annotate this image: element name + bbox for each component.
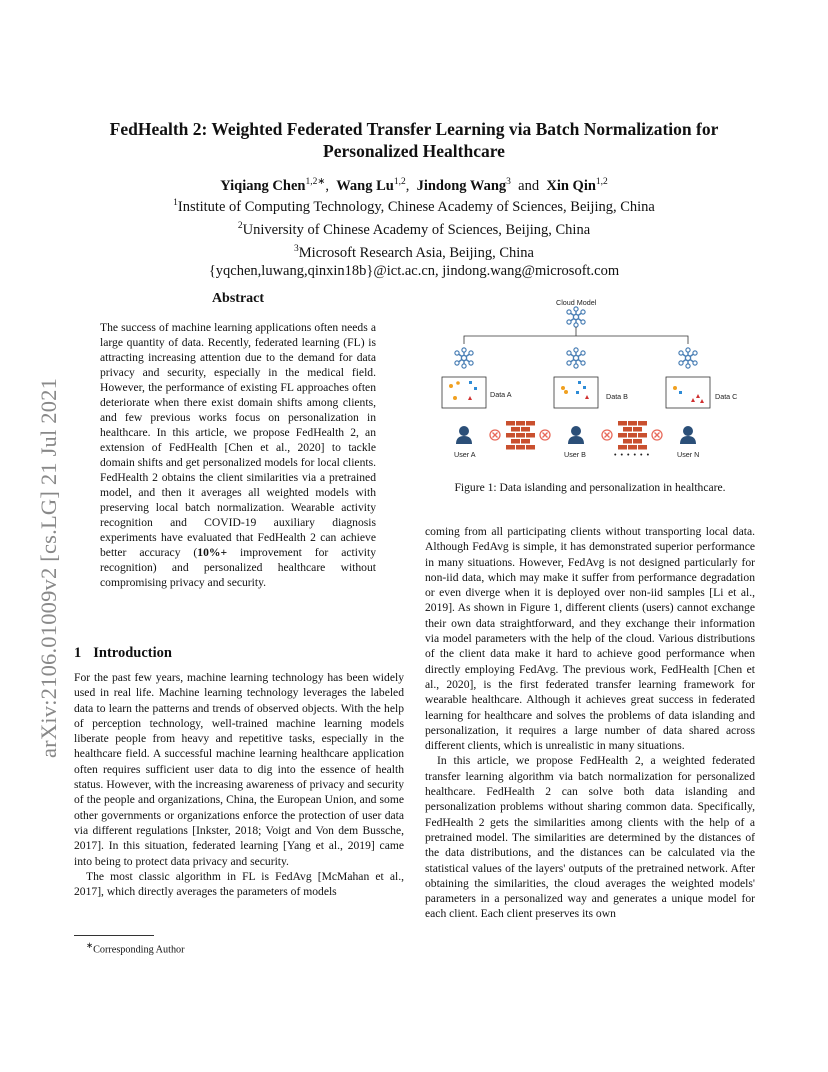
right-column-body [425, 524, 755, 922]
figure-diagram [425, 292, 755, 467]
author-affil-mark: 1,2∗ [305, 177, 326, 187]
user-icon [456, 426, 472, 444]
paragraph: For the past few years, machine learning technology has been widely used in real life. Machine learning technology leverages the labeled data to learn the patterns and trends of observed objects. With the help of perception technology, well-trained machine learning models liberate people from heavy and repetitive tasks, especially in the healthcare field. A successful machine learning healthcare application often requires sufficient user data to dig into the essence of health status. However, with the increasing awareness of privacy and security of the people and organizations, China, the European Union, and some other governments or organizations enforce the protection of user data via different regulations [Inkster, 2018; Voigt and Von dem Bussche, 2017]. In this situation, federated learning [Yang et al., 2019] came into being to protect data privacy and security. [74, 671, 404, 868]
cloud-model-label: Cloud Model [556, 298, 597, 307]
author-separator: , [325, 177, 329, 194]
footnote-text: Corresponding Author [93, 944, 185, 956]
data-label: Data C [715, 392, 738, 401]
arxiv-sidebar [16, 298, 61, 758]
section-number: 1 [74, 645, 82, 661]
affil-text: Institute of Computing Technology, Chinese Academy of Sciences, Beijing, China [177, 198, 655, 215]
paragraph: The most classic algorithm in FL is FedAvg [McMahan et al., 2017], which directly averages the parameters of models [74, 869, 404, 899]
title-line-1: FedHealth 2: Weighted Federated Transfer Learning via Batch Normalization for [109, 119, 719, 139]
author-emails: {yqchen,luwang,qinxin18b}@ict.ac.cn, jindong.wang@microsoft.com [208, 263, 620, 280]
author-affil-mark: 3 [506, 177, 511, 187]
author-affil-mark: 1,2 [393, 177, 406, 187]
paragraph: In this article, we propose FedHealth 2, a weighted federated transfer learning algorithm via batch normalization for personalized healthcare. FedHealth 2 can solve both data islanding and personalization problems without sharing common data. Specifically, FedHealth 2 gets the similarities among clients with the help of a pretrained model. The similarities are determined by the distances of the data distributions, and the distances can be calculated via the statistical values of the layers' outputs of the pretrained network. After obtaining the similarities, the cloud averages the weighted models' parameters in a personalized way and generates a unique model for each client. Each client preserves its own [425, 754, 755, 921]
abstract-bold: 10%+ [197, 546, 228, 559]
affiliations [60, 194, 768, 281]
brick-wall-icon [618, 421, 647, 450]
blocked-icon [652, 430, 662, 440]
data-box [666, 377, 710, 408]
affil-mark: 3 [294, 243, 299, 254]
user-icon [568, 426, 584, 444]
data-label: Data B [606, 392, 628, 401]
abstract-text: The success of machine learning applications often needs a large quantity of data. Recently, federated learning (FL) is attracting increasing attention due to the demand for data privacy and security, especially in the medical field. However, the performance of existing FL approaches often deteriorate when there exist domain shifts among clients, and few previous works focus on personalization in healthcare. In this article, we propose FedHealth 2, an extension of FedHealth [Chen et al., 2020] to tackle domain shifts and get personalized models for local clients. FedHealth 2 obtains the client similarities via a pretrained model, and then it averages all weighted models with preserving local batch normalization. Wearable activity recognition and COVID-19 auxiliary diagnosis experiments have evaluated that FedHealth 2 can achieve better accuracy ( [100, 321, 376, 559]
section-heading [74, 645, 184, 662]
author-list [60, 173, 768, 196]
blocked-icon [540, 430, 550, 440]
author-affil-mark: 1,2 [595, 177, 608, 187]
blocked-icon [602, 430, 612, 440]
title-line-2: Personalized Healthcare [323, 141, 505, 161]
affiliation [60, 194, 768, 217]
user-label: User N [677, 450, 700, 459]
affil-mark: 1 [173, 198, 178, 208]
affil-text: Microsoft Research Asia, Beijing, China [298, 244, 534, 261]
user-icon [680, 426, 696, 444]
author-name: Xin Qin [546, 177, 596, 194]
paper-title [60, 118, 768, 162]
affiliation [60, 217, 768, 240]
cloud-network-icon [567, 307, 585, 327]
client-network-icon [567, 348, 585, 368]
brick-wall-icon [506, 421, 535, 450]
abstract-body [100, 320, 376, 590]
left-column-body [74, 670, 404, 899]
author-and: and [518, 177, 540, 194]
footnote-mark: ∗ [86, 940, 94, 950]
figure-caption: Figure 1: Data islanding and personalization in healthcare. [454, 481, 726, 494]
affiliation [60, 240, 768, 263]
abstract-text-end: improvement for activity recognition) and personalized healthcare without compromising privacy and security. [100, 546, 376, 589]
abstract-heading: Abstract [211, 291, 265, 306]
figure-1 [425, 292, 755, 467]
data-box [442, 377, 486, 408]
user-label: User B [564, 450, 586, 459]
blocked-icon [490, 430, 500, 440]
paragraph: coming from all participating clients without transporting local data. Although FedAvg is simple, it has demonstrated superior performance in many situations. However, FedAvg is not designed particularly for non-iid data, which may make it suffer from performance degradation or even diverge when it is deployed over non-iid samples [Li et al., 2019]. As shown in Figure 1, different clients (users) cannot exchange their own data straightforward, and they exchange their information via model parameters with the help of the cloud. Various distributions of the client data make it hard to achieve good performance when directly employing FedAvg. The previous work, FedHealth [Chen et al., 2020], is the first federated transfer learning framework for wearable healthcare. Although it achieves great success in federated learning for healthcare and solves the problems of data islanding and personalization, it requires a large number of data shared across different clients, which is unrealistic in many situations. [425, 525, 755, 753]
client-network-icon [679, 348, 697, 368]
data-label: Data A [490, 390, 512, 399]
author-separator: , [405, 177, 410, 194]
affil-text: University of Chinese Academy of Sciences, Beijing, China [242, 221, 591, 238]
footnote [86, 940, 185, 955]
author-name: Wang Lu [336, 177, 394, 194]
user-label: User A [454, 450, 476, 459]
ellipsis-label: • • • • • • [614, 450, 651, 459]
footnote-rule [74, 935, 154, 936]
arxiv-identifier: arXiv:2106.01009v2 [cs.LG] 21 Jul 2021 [36, 377, 61, 758]
client-network-icon [455, 348, 473, 368]
section-title: Introduction [93, 645, 172, 661]
author-name: Yiqiang Chen [220, 177, 306, 194]
affil-mark: 2 [237, 220, 243, 231]
author-name: Jindong Wang [416, 177, 507, 194]
